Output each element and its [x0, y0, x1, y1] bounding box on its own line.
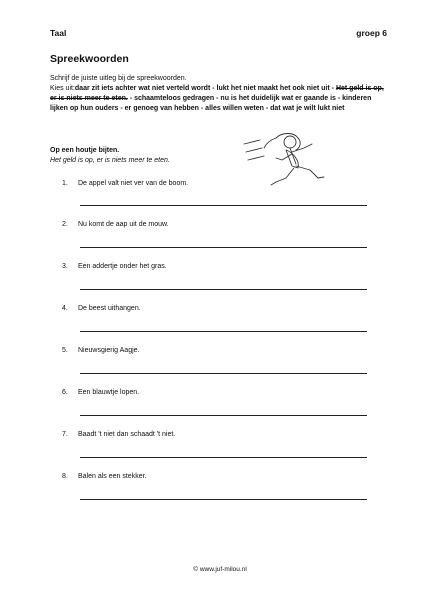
instructions	[50, 74, 390, 114]
question-text: De beest uithangen.	[78, 305, 141, 312]
question-8: 8. Balen als een stekker.	[62, 473, 147, 480]
instruction-line: Schrijf de juiste uitleg bij de spreekwoorden.	[50, 75, 187, 82]
question-6: 6. Een blauwtje lopen.	[62, 389, 140, 396]
question-7: 7. Baadt 't niet dan schaadt 't niet.	[62, 431, 176, 438]
question-text: Nieuwsgierig Aagje.	[78, 347, 140, 354]
question-text: Nu komt de aap uit de mouw.	[78, 221, 169, 228]
question-4: 4. De beest uithangen.	[62, 305, 141, 312]
example-answer: Het geld is op, er is niets meer te eten.	[50, 157, 170, 164]
answer-line-4[interactable]	[80, 331, 367, 332]
question-2: 2. Nu komt de aap uit de mouw.	[62, 221, 169, 228]
question-text: De appel valt niet ver van de boom.	[78, 180, 189, 187]
group-label: groep 6	[356, 28, 387, 38]
subject-label: Taal	[50, 28, 67, 38]
answer-line-2[interactable]	[80, 247, 367, 248]
kies-label: Kies uit:	[50, 85, 75, 92]
answer-line-5[interactable]	[80, 373, 367, 374]
question-3: 3. Een addertje onder het gras.	[62, 263, 167, 270]
option-3-struck: Het geld is op, er is niets meer te eten.	[50, 85, 384, 102]
question-5: 5. Nieuwsgierig Aagje.	[62, 347, 140, 354]
option-1: daar zit iets achter wat niet verteld wordt	[74, 85, 211, 92]
example-title: Op een houtje bijten.	[50, 147, 120, 154]
footer-copyright: © www.juf-milou.nl	[193, 566, 247, 573]
answer-line-7[interactable]	[80, 457, 367, 458]
options-rest: schaamteloos gedragen - nu is het duidelijk wat er gaande is - kinderen lijken op hun ouders - er genoeg van hebben - alles willen weten - dat wat je wilt lukt niet	[50, 95, 372, 112]
question-text: Een addertje onder het gras.	[78, 263, 167, 270]
answer-line-6[interactable]	[80, 415, 367, 416]
page-title: Spreekwoorden	[50, 53, 129, 65]
option-list: Kies uit:daar zit iets achter wat niet verteld wordt - lukt het niet maakt het ook niet uit - Het geld is op, er is niets meer te eten. - schaamteloos gedragen - nu is het duidelijk wat er gaande is - kinderen lijken op hun ouders - er genoeg van hebben - alles willen weten - dat wat je wilt lukt niet	[50, 85, 384, 112]
question-text: Baadt 't niet dan schaadt 't niet.	[78, 431, 176, 438]
question-text: Balen als een stekker.	[78, 473, 147, 480]
question-text: Een blauwtje lopen.	[78, 389, 140, 396]
option-2: lukt het niet maakt het ook niet uit	[216, 85, 330, 92]
answer-line-1[interactable]	[80, 205, 367, 206]
answer-line-3[interactable]	[80, 289, 367, 290]
question-1: 1. De appel valt niet ver van de boom.	[62, 180, 189, 187]
answer-line-8[interactable]	[80, 499, 367, 500]
